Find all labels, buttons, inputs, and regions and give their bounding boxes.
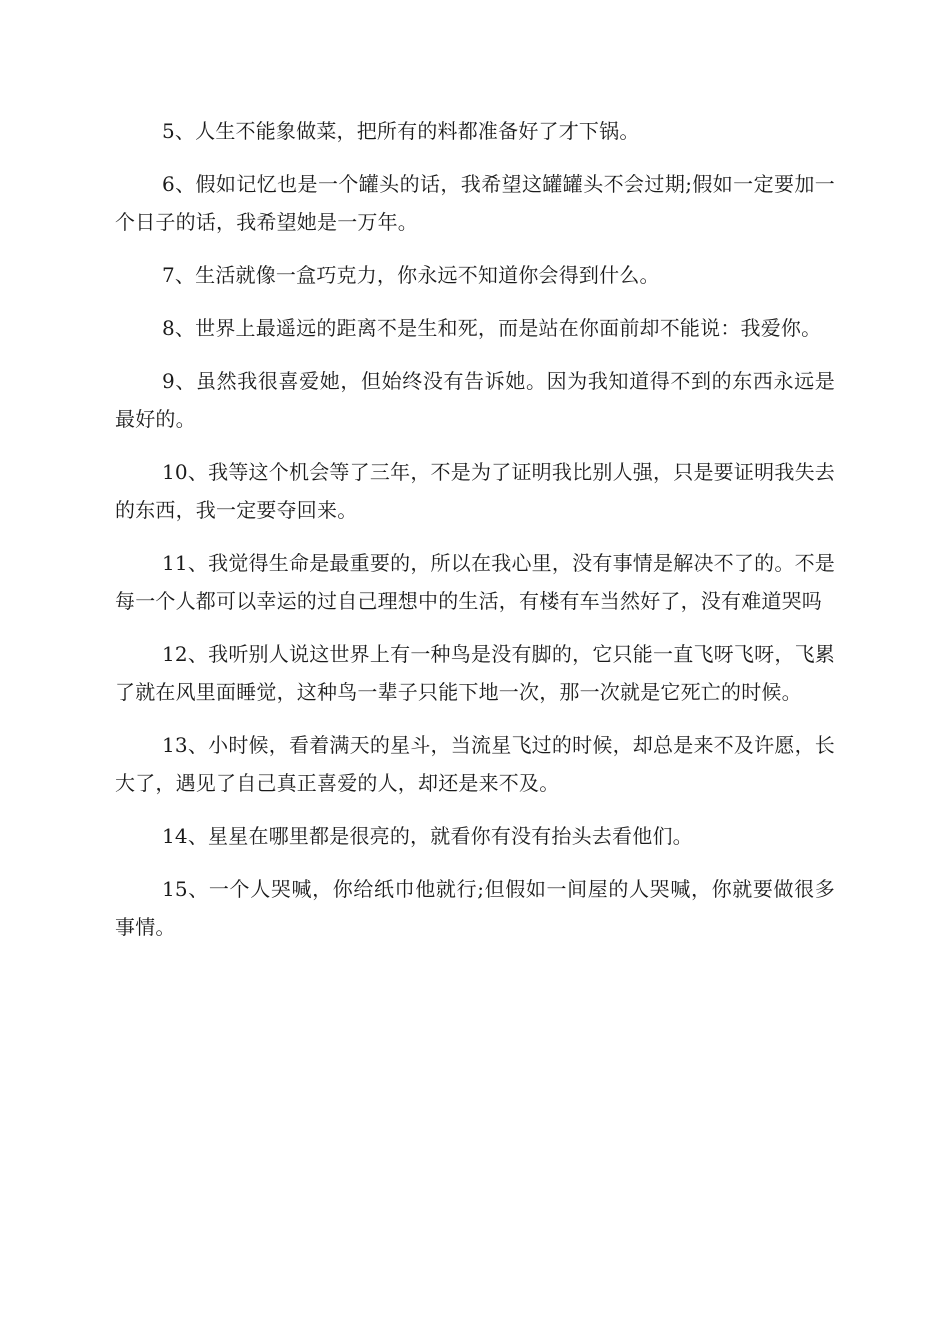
- paragraph-7: 7、生活就像一盒巧克力，你永远不知道你会得到什么。: [162, 263, 660, 287]
- paragraph-15: 15、一个人哭喊，你给纸巾他就行;但假如一间屋的人哭喊，你就要做很多事情。: [115, 877, 835, 939]
- paragraph-9: 9、虽然我很喜爱她，但始终没有告诉她。因为我知道得不到的东西永远是最好的。: [115, 369, 835, 431]
- document-body: [115, 112, 835, 961]
- paragraph-14: 14、星星在哪里都是很亮的，就看你有没有抬头去看他们。: [162, 824, 693, 848]
- paragraph-13: 13、小时候，看着满天的星斗，当流星飞过的时候，却总是来不及许愿，长大了，遇见了自己真正喜爱的人，却还是来不及。: [115, 733, 835, 795]
- paragraph-11: 11、我觉得生命是最重要的，所以在我心里，没有事情是解决不了的。不是每一个人都可以幸运的过自己理想中的生活，有楼有车当然好了，没有难道哭吗: [115, 551, 835, 613]
- paragraph-5: 5、人生不能象做菜，把所有的料都准备好了才下锅。: [162, 119, 640, 143]
- paragraph-8: 8、世界上最遥远的距离不是生和死，而是站在你面前却不能说：我爱你。: [162, 316, 822, 340]
- paragraph-6: 6、假如记忆也是一个罐头的话，我希望这罐罐头不会过期;假如一定要加一个日子的话，我希望她是一万年。: [115, 172, 835, 234]
- paragraph-12: 12、我听别人说这世界上有一种鸟是没有脚的，它只能一直飞呀飞呀，飞累了就在风里面睡觉，这种鸟一辈子只能下地一次，那一次就是它死亡的时候。: [115, 642, 835, 704]
- paragraph-10: 10、我等这个机会等了三年，不是为了证明我比别人强，只是要证明我失去的东西，我一定要夺回来。: [115, 460, 835, 522]
